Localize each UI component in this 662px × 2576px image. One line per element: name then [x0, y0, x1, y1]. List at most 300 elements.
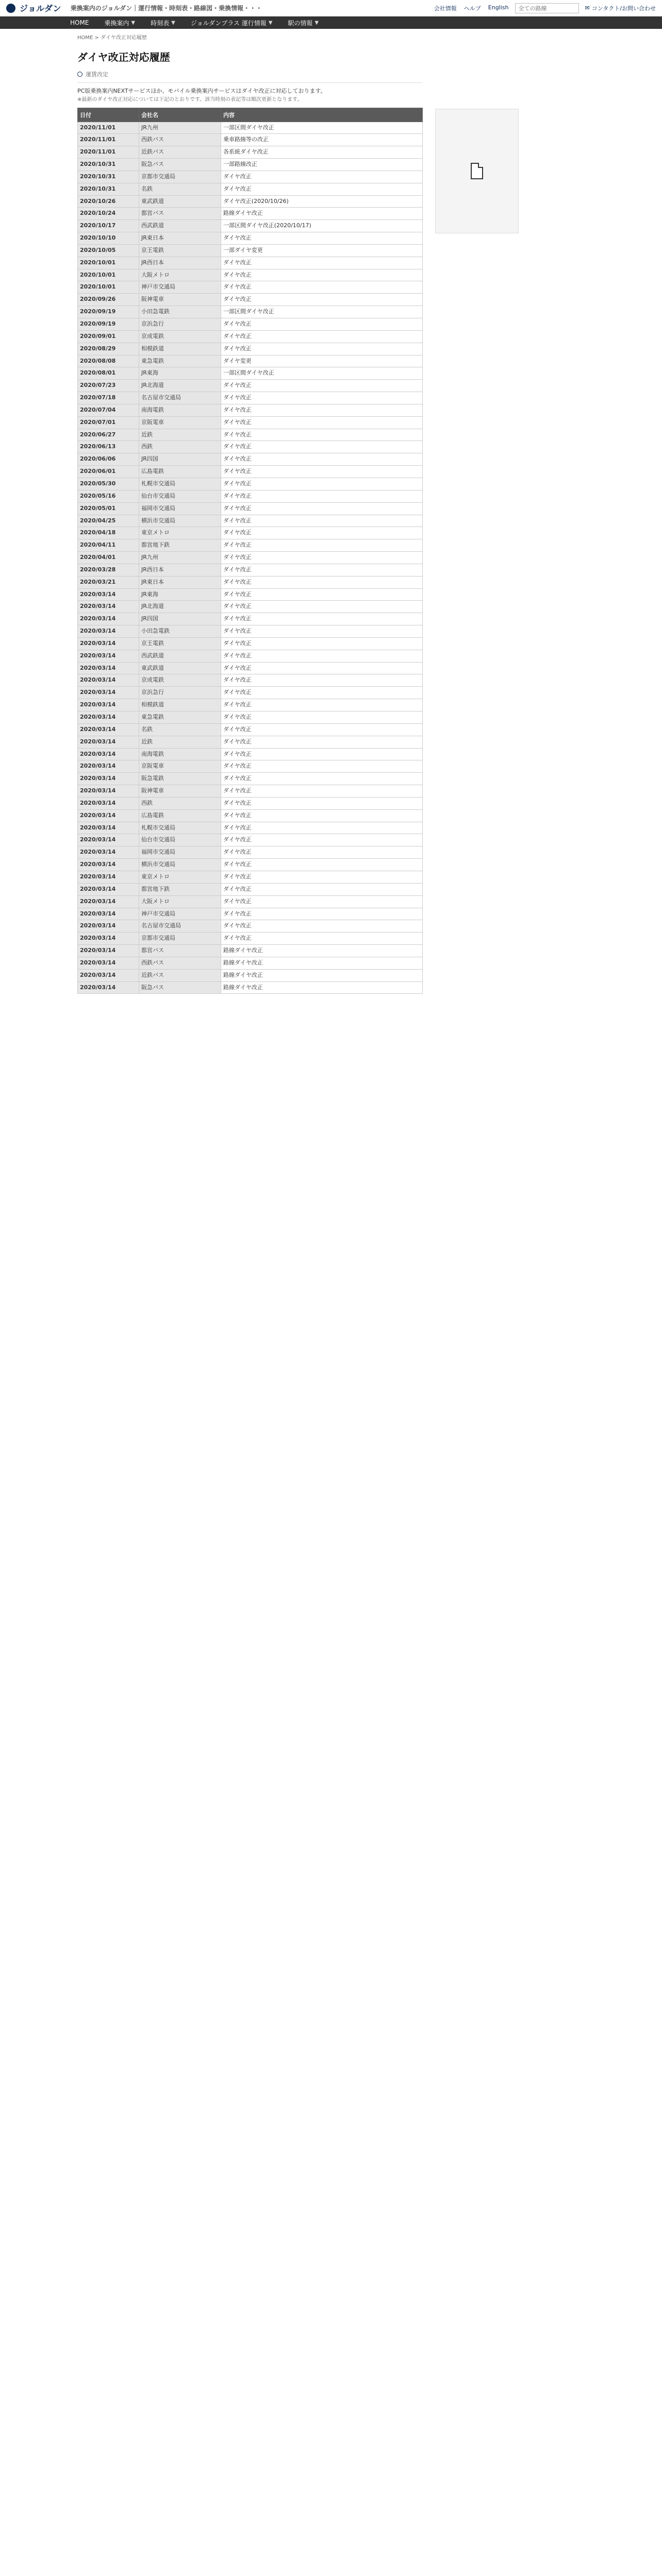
- table-row: [78, 392, 423, 404]
- table-cell-content: ダイヤ改正: [221, 564, 423, 576]
- main-content: [77, 41, 423, 994]
- table-cell-content: ダイヤ改正: [221, 809, 423, 822]
- table-cell-content: ダイヤ改正: [221, 822, 423, 834]
- table-cell-date: 2020/10/17: [78, 220, 139, 232]
- table-cell-company: JR九州: [139, 552, 221, 564]
- table-cell-content: ダイヤ改正: [221, 257, 423, 269]
- table-row: [78, 920, 423, 933]
- table-cell-content: ダイヤ改正: [221, 773, 423, 785]
- table-cell-company: 広島電鉄: [139, 809, 221, 822]
- table-row: [78, 146, 423, 159]
- page-wrap: [0, 41, 662, 994]
- table-cell-company: 阪神電車: [139, 785, 221, 798]
- table-cell-content: 乗車路線等の改正: [221, 134, 423, 146]
- table-cell-date: 2020/03/14: [78, 674, 139, 687]
- table-cell-content: 一部区間ダイヤ改正: [221, 122, 423, 134]
- table-cell-content: ダイヤ改正: [221, 859, 423, 871]
- table-cell-date: 2020/06/13: [78, 441, 139, 453]
- top-link-english[interactable]: English: [488, 4, 509, 11]
- table-row: [78, 895, 423, 908]
- table-row: [78, 159, 423, 171]
- history-table: [77, 108, 423, 994]
- table-cell-content: ダイヤ改正: [221, 637, 423, 650]
- table-row: [78, 834, 423, 846]
- table-cell-company: 阪神電車: [139, 294, 221, 306]
- table-cell-company: 神戸市交通局: [139, 281, 221, 294]
- table-cell-content: ダイヤ改正: [221, 552, 423, 564]
- table-cell-date: 2020/03/14: [78, 662, 139, 674]
- table-cell-company: 阪急電鉄: [139, 773, 221, 785]
- table-cell-content: ダイヤ改正: [221, 576, 423, 588]
- table-cell-date: 2020/04/11: [78, 539, 139, 552]
- table-cell-company: 仙台市交通局: [139, 490, 221, 502]
- table-row: [78, 244, 423, 257]
- table-row: [78, 134, 423, 146]
- sidebar: [435, 109, 518, 994]
- brand-logo-icon: [6, 4, 15, 13]
- table-cell-content: ダイヤ改正: [221, 895, 423, 908]
- table-cell-company: 福岡市交通局: [139, 846, 221, 859]
- table-cell-content: ダイヤ改正: [221, 748, 423, 760]
- table-cell-date: 2020/10/05: [78, 244, 139, 257]
- chevron-down-icon: ▼: [131, 20, 136, 26]
- table-cell-date: 2020/03/14: [78, 736, 139, 748]
- table-row: [78, 785, 423, 798]
- table-cell-company: 名鉄: [139, 723, 221, 736]
- table-row: [78, 723, 423, 736]
- table-cell-content: ダイヤ改正: [221, 723, 423, 736]
- table-cell-company: 東京メトロ: [139, 527, 221, 539]
- table-cell-date: 2020/03/14: [78, 822, 139, 834]
- table-cell-company: 都営地下鉄: [139, 539, 221, 552]
- table-row: [78, 318, 423, 331]
- table-cell-content: ダイヤ変更: [221, 355, 423, 367]
- table-cell-content: 一部路線改正: [221, 159, 423, 171]
- table-cell-date: 2020/10/31: [78, 171, 139, 183]
- table-cell-date: 2020/07/01: [78, 416, 139, 429]
- table-cell-date: 2020/03/14: [78, 687, 139, 699]
- table-cell-company: 札幌市交通局: [139, 478, 221, 490]
- table-row: [78, 699, 423, 711]
- table-cell-date: 2020/10/26: [78, 195, 139, 208]
- table-cell-date: 2020/03/14: [78, 920, 139, 933]
- table-row: [78, 281, 423, 294]
- table-row: [78, 502, 423, 515]
- table-cell-date: 2020/03/14: [78, 809, 139, 822]
- table-row: [78, 122, 423, 134]
- table-cell-content: ダイヤ改正: [221, 343, 423, 355]
- table-row: [78, 330, 423, 343]
- table-cell-company: 京阪電車: [139, 760, 221, 773]
- table-cell-date: 2020/07/04: [78, 404, 139, 416]
- nav-item-transfer[interactable]: [101, 19, 138, 27]
- table-cell-company: 都営バス: [139, 945, 221, 957]
- table-cell-company: 福岡市交通局: [139, 502, 221, 515]
- table-header-row: [78, 108, 423, 122]
- circle-icon: [77, 72, 82, 77]
- table-cell-company: 横浜市交通局: [139, 859, 221, 871]
- table-cell-company: 京阪電車: [139, 416, 221, 429]
- table-cell-company: 阪急バス: [139, 159, 221, 171]
- document-icon: [471, 163, 483, 179]
- table-cell-content: ダイヤ改正: [221, 171, 423, 183]
- nav-item-label: 時刻表: [151, 19, 170, 27]
- breadcrumb: HOME > ダイヤ改正対応履歴: [77, 35, 147, 41]
- table-cell-company: 都営地下鉄: [139, 883, 221, 895]
- table-cell-date: 2020/04/01: [78, 552, 139, 564]
- table-row: [78, 539, 423, 552]
- table-cell-date: 2020/11/01: [78, 122, 139, 134]
- table-row: [78, 466, 423, 478]
- table-cell-company: 相模鉄道: [139, 699, 221, 711]
- table-cell-date: 2020/09/26: [78, 294, 139, 306]
- table-cell-date: 2020/06/06: [78, 453, 139, 466]
- table-row: [78, 809, 423, 822]
- table-cell-company: 近鉄バス: [139, 146, 221, 159]
- table-cell-content: ダイヤ改正: [221, 711, 423, 724]
- table-header-content: 内容: [221, 108, 423, 122]
- table-header-date: 日付: [78, 108, 139, 122]
- main-nav: [0, 16, 662, 29]
- table-cell-company: 札幌市交通局: [139, 822, 221, 834]
- table-cell-content: ダイヤ改正: [221, 269, 423, 281]
- top-link-help[interactable]: ヘルプ: [464, 5, 481, 12]
- table-row: [78, 908, 423, 920]
- table-cell-date: 2020/11/01: [78, 134, 139, 146]
- table-cell-company: 西鉄バス: [139, 957, 221, 969]
- table-row: [78, 981, 423, 994]
- table-cell-date: 2020/04/25: [78, 515, 139, 527]
- table-row: [78, 760, 423, 773]
- brand-name: ジョルダン: [20, 4, 61, 13]
- subnote-label: 運賃改定: [86, 71, 108, 78]
- table-row: [78, 637, 423, 650]
- table-cell-date: 2020/03/14: [78, 588, 139, 601]
- chevron-down-icon: ▼: [171, 20, 175, 26]
- table-cell-company: 小田急電鉄: [139, 625, 221, 638]
- table-cell-date: 2020/09/19: [78, 306, 139, 318]
- table-cell-content: ダイヤ改正: [221, 674, 423, 687]
- table-cell-company: 西鉄バス: [139, 134, 221, 146]
- table-row: [78, 343, 423, 355]
- table-cell-date: 2020/03/28: [78, 564, 139, 576]
- table-cell-content: ダイヤ改正: [221, 588, 423, 601]
- table-header-company: 会社名: [139, 108, 221, 122]
- nav-item-label: 駅の情報: [288, 19, 313, 27]
- table-cell-date: 2020/03/14: [78, 625, 139, 638]
- table-row: [78, 441, 423, 453]
- table-cell-content: ダイヤ改正: [221, 760, 423, 773]
- table-cell-date: 2020/03/14: [78, 908, 139, 920]
- table-row: [78, 662, 423, 674]
- table-cell-date: 2020/04/18: [78, 527, 139, 539]
- table-cell-content: ダイヤ改正: [221, 883, 423, 895]
- table-cell-content: ダイヤ改正: [221, 380, 423, 392]
- table-cell-company: 名古屋市交通局: [139, 392, 221, 404]
- table-row: [78, 822, 423, 834]
- table-cell-date: 2020/06/01: [78, 466, 139, 478]
- table-row: [78, 527, 423, 539]
- table-cell-content: ダイヤ改正: [221, 429, 423, 441]
- table-cell-company: JR四国: [139, 613, 221, 625]
- sidebar-box: [435, 109, 519, 233]
- table-cell-date: 2020/03/14: [78, 981, 139, 994]
- table-row: [78, 367, 423, 380]
- table-cell-company: 京浜急行: [139, 687, 221, 699]
- table-row: [78, 601, 423, 613]
- search-input[interactable]: [515, 3, 579, 13]
- top-link-company[interactable]: 会社情報: [434, 5, 457, 12]
- table-row: [78, 625, 423, 638]
- table-cell-company: 大阪メトロ: [139, 895, 221, 908]
- table-cell-content: ダイヤ改正: [221, 601, 423, 613]
- table-cell-company: 東急電鉄: [139, 711, 221, 724]
- table-cell-company: 京成電鉄: [139, 330, 221, 343]
- table-cell-content: ダイヤ改正: [221, 834, 423, 846]
- table-row: [78, 220, 423, 232]
- nav-item-station-info[interactable]: [285, 19, 322, 27]
- table-row: [78, 269, 423, 281]
- table-cell-date: 2020/08/29: [78, 343, 139, 355]
- table-cell-date: 2020/10/31: [78, 159, 139, 171]
- table-cell-content: ダイヤ改正: [221, 539, 423, 552]
- brand[interactable]: [6, 2, 262, 14]
- table-cell-date: 2020/03/14: [78, 613, 139, 625]
- contact-link[interactable]: [585, 4, 656, 12]
- table-cell-content: ダイヤ改正: [221, 625, 423, 638]
- table-row: [78, 490, 423, 502]
- table-cell-content: ダイヤ改正: [221, 392, 423, 404]
- table-cell-company: JR西日本: [139, 564, 221, 576]
- nav-item-home[interactable]: [67, 19, 92, 26]
- table-cell-date: 2020/03/14: [78, 846, 139, 859]
- table-cell-company: 東武鉄道: [139, 195, 221, 208]
- table-cell-date: 2020/03/14: [78, 773, 139, 785]
- table-cell-content: ダイヤ改正: [221, 441, 423, 453]
- table-row: [78, 564, 423, 576]
- table-cell-company: JR北海道: [139, 380, 221, 392]
- table-cell-date: 2020/03/14: [78, 650, 139, 662]
- table-cell-content: ダイヤ改正: [221, 687, 423, 699]
- table-cell-company: 西鉄: [139, 441, 221, 453]
- table-cell-content: ダイヤ改正: [221, 846, 423, 859]
- table-cell-company: 京王電鉄: [139, 244, 221, 257]
- table-row: [78, 552, 423, 564]
- top-links: [434, 4, 509, 12]
- subnote[interactable]: [77, 70, 423, 78]
- table-cell-company: 南海電鉄: [139, 404, 221, 416]
- table-row: [78, 257, 423, 269]
- table-cell-company: JR九州: [139, 122, 221, 134]
- table-cell-date: 2020/11/01: [78, 146, 139, 159]
- table-body: [78, 122, 423, 994]
- table-cell-company: 西武鉄道: [139, 650, 221, 662]
- table-cell-date: 2020/10/01: [78, 257, 139, 269]
- table-cell-date: 2020/03/14: [78, 748, 139, 760]
- nav-item-service-info[interactable]: [188, 19, 276, 27]
- table-cell-company: 京浜急行: [139, 318, 221, 331]
- table-cell-date: 2020/03/14: [78, 969, 139, 981]
- table-cell-date: 2020/03/14: [78, 723, 139, 736]
- table-row: [78, 588, 423, 601]
- table-row: [78, 650, 423, 662]
- table-cell-date: 2020/09/19: [78, 318, 139, 331]
- table-cell-company: 相模鉄道: [139, 343, 221, 355]
- table-cell-date: 2020/05/01: [78, 502, 139, 515]
- table-row: [78, 871, 423, 883]
- table-row: [78, 773, 423, 785]
- table-cell-company: 名鉄: [139, 183, 221, 195]
- table-cell-date: 2020/10/01: [78, 269, 139, 281]
- nav-item-label: ジョルダンプラス 運行情報: [190, 19, 267, 27]
- table-row: [78, 232, 423, 245]
- table-cell-content: 路線ダイヤ改正: [221, 945, 423, 957]
- table-row: [78, 208, 423, 220]
- table-row: [78, 380, 423, 392]
- table-cell-content: ダイヤ改正: [221, 404, 423, 416]
- chevron-down-icon: ▼: [268, 20, 273, 26]
- table-cell-date: 2020/03/21: [78, 576, 139, 588]
- table-cell-content: ダイヤ改正: [221, 478, 423, 490]
- table-cell-date: 2020/07/23: [78, 380, 139, 392]
- table-cell-date: 2020/03/14: [78, 785, 139, 798]
- intro-small-text: ※最新のダイヤ改正対応については下記のとおりです。該当時刻の表記等は順次更新となります。: [77, 96, 303, 103]
- table-cell-date: 2020/03/14: [78, 895, 139, 908]
- table-cell-content: ダイヤ改正(2020/10/26): [221, 195, 423, 208]
- table-cell-company: 神戸市交通局: [139, 908, 221, 920]
- table-cell-content: ダイヤ改正: [221, 785, 423, 798]
- table-cell-date: 2020/03/14: [78, 871, 139, 883]
- table-cell-date: 2020/03/14: [78, 834, 139, 846]
- table-cell-company: 東京メトロ: [139, 871, 221, 883]
- table-cell-date: 2020/03/14: [78, 760, 139, 773]
- table-cell-company: JR四国: [139, 453, 221, 466]
- table-row: [78, 945, 423, 957]
- table-cell-company: 東武鉄道: [139, 662, 221, 674]
- table-cell-date: 2020/10/10: [78, 232, 139, 245]
- table-cell-date: 2020/03/14: [78, 883, 139, 895]
- table-cell-content: ダイヤ改正: [221, 502, 423, 515]
- table-cell-content: ダイヤ改正: [221, 933, 423, 945]
- intro-paragraph: [77, 87, 423, 104]
- table-cell-content: ダイヤ改正: [221, 662, 423, 674]
- table-cell-date: 2020/09/01: [78, 330, 139, 343]
- table-cell-company: JR東日本: [139, 576, 221, 588]
- table-cell-content: 一部区間ダイヤ改正(2020/10/17): [221, 220, 423, 232]
- table-cell-company: JR東海: [139, 588, 221, 601]
- table-cell-content: 各系統ダイヤ改正: [221, 146, 423, 159]
- table-row: [78, 933, 423, 945]
- table-cell-content: ダイヤ改正: [221, 318, 423, 331]
- table-cell-company: 西武鉄道: [139, 220, 221, 232]
- table-row: [78, 674, 423, 687]
- table-cell-content: ダイヤ改正: [221, 416, 423, 429]
- table-cell-date: 2020/05/30: [78, 478, 139, 490]
- table-row: [78, 748, 423, 760]
- table-cell-company: JR東海: [139, 367, 221, 380]
- chevron-down-icon: ▼: [315, 20, 319, 26]
- table-cell-company: 京都市交通局: [139, 933, 221, 945]
- table-row: [78, 453, 423, 466]
- table-cell-content: 一部区間ダイヤ改正: [221, 367, 423, 380]
- nav-item-label: 乗換案内: [104, 19, 129, 27]
- table-cell-company: 大阪メトロ: [139, 269, 221, 281]
- table-cell-date: 2020/07/18: [78, 392, 139, 404]
- table-row: [78, 171, 423, 183]
- table-cell-date: 2020/03/14: [78, 797, 139, 809]
- table-cell-date: 2020/03/14: [78, 699, 139, 711]
- divider: [77, 82, 423, 83]
- table-cell-company: 阪急バス: [139, 981, 221, 994]
- table-cell-company: JR東日本: [139, 232, 221, 245]
- table-cell-date: 2020/03/14: [78, 859, 139, 871]
- table-cell-date: 2020/03/14: [78, 933, 139, 945]
- table-row: [78, 429, 423, 441]
- table-cell-content: 路線ダイヤ改正: [221, 208, 423, 220]
- table-row: [78, 183, 423, 195]
- table-cell-date: 2020/03/14: [78, 957, 139, 969]
- table-row: [78, 294, 423, 306]
- table-row: [78, 957, 423, 969]
- table-row: [78, 969, 423, 981]
- table-cell-date: 2020/06/27: [78, 429, 139, 441]
- table-cell-company: 横浜市交通局: [139, 515, 221, 527]
- table-cell-company: 京都市交通局: [139, 171, 221, 183]
- table-row: [78, 687, 423, 699]
- mail-icon: ✉: [585, 5, 590, 11]
- table-cell-company: 近鉄: [139, 736, 221, 748]
- table-cell-content: ダイヤ改正: [221, 232, 423, 245]
- table-cell-date: 2020/05/16: [78, 490, 139, 502]
- table-cell-content: ダイヤ改正: [221, 920, 423, 933]
- table-cell-content: ダイヤ改正: [221, 281, 423, 294]
- table-cell-content: ダイヤ改正: [221, 871, 423, 883]
- table-cell-content: ダイヤ改正: [221, 527, 423, 539]
- table-cell-content: ダイヤ改正: [221, 183, 423, 195]
- table-cell-company: JR西日本: [139, 257, 221, 269]
- table-cell-date: 2020/03/14: [78, 945, 139, 957]
- table-cell-company: 仙台市交通局: [139, 834, 221, 846]
- table-cell-date: 2020/03/14: [78, 637, 139, 650]
- table-row: [78, 416, 423, 429]
- table-cell-content: ダイヤ改正: [221, 453, 423, 466]
- table-cell-company: 名古屋市交通局: [139, 920, 221, 933]
- nav-item-timetable[interactable]: [147, 19, 178, 27]
- table-cell-content: ダイヤ改正: [221, 490, 423, 502]
- table-cell-date: 2020/03/14: [78, 601, 139, 613]
- table-row: [78, 859, 423, 871]
- table-row: [78, 515, 423, 527]
- table-cell-company: 西鉄: [139, 797, 221, 809]
- search-placeholder: 全ての路線: [518, 5, 547, 12]
- table-cell-content: ダイヤ改正: [221, 797, 423, 809]
- table-row: [78, 613, 423, 625]
- table-cell-content: ダイヤ改正: [221, 650, 423, 662]
- table-cell-content: ダイヤ改正: [221, 908, 423, 920]
- table-cell-date: 2020/08/08: [78, 355, 139, 367]
- table-cell-date: 2020/03/14: [78, 711, 139, 724]
- table-row: [78, 846, 423, 859]
- table-cell-date: 2020/10/31: [78, 183, 139, 195]
- top-header: [0, 0, 662, 16]
- table-cell-company: 近鉄: [139, 429, 221, 441]
- table-cell-content: ダイヤ改正: [221, 515, 423, 527]
- table-cell-content: 一部区間ダイヤ改正: [221, 306, 423, 318]
- table-cell-company: 都営バス: [139, 208, 221, 220]
- table-cell-company: 南海電鉄: [139, 748, 221, 760]
- table-row: [78, 576, 423, 588]
- table-cell-company: JR北海道: [139, 601, 221, 613]
